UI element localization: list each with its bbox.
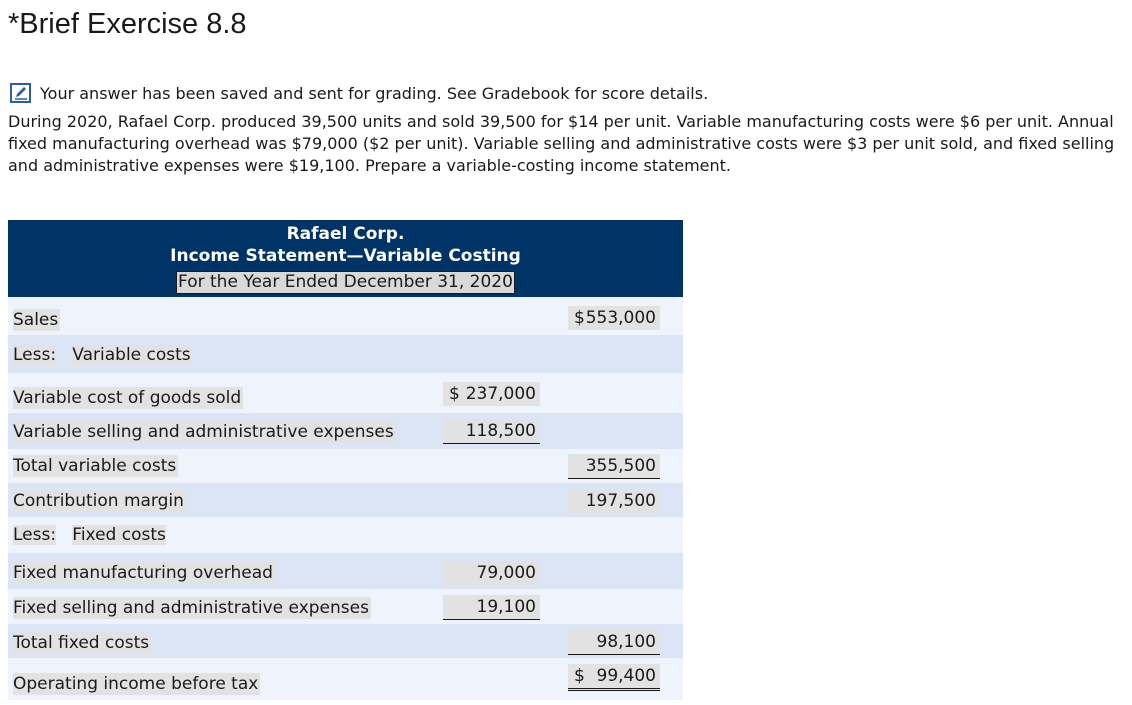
- row-label[interactable]: Operating income before tax: [13, 674, 259, 694]
- row-label[interactable]: Contribution margin: [13, 491, 184, 511]
- amount-value: 355,500: [585, 456, 656, 476]
- saved-notice-text: Your answer has been saved and sent for grading. See Gradebook for score details.: [40, 83, 709, 103]
- dollar-sign: $: [574, 308, 585, 328]
- dollar-sign: $: [449, 384, 460, 404]
- amount-value: 98,100: [596, 632, 656, 652]
- row-fixed-overhead: [8, 553, 683, 589]
- amount-field[interactable]: [443, 382, 540, 406]
- row-label[interactable]: Total fixed costs: [13, 633, 150, 653]
- row-label[interactable]: Total variable costs: [13, 456, 177, 476]
- dollar-sign: $: [574, 666, 585, 686]
- spacer: [61, 525, 66, 545]
- income-statement: [8, 220, 683, 694]
- row-total-fixed: [8, 624, 683, 658]
- amount-field[interactable]: [568, 630, 660, 655]
- row-operating-income: [8, 658, 683, 700]
- row-label-text[interactable]: Fixed costs: [72, 525, 166, 545]
- row-variable-selling: [8, 413, 683, 449]
- page-title: *Brief Exercise 8.8: [8, 8, 247, 40]
- problem-text: During 2020, Rafael Corp. produced 39,500 units and sold 39,500 for $14 per unit. Variable manufacturing costs were $6 per unit. Annual fixed manufacturing overhead was $79,000 ($2 per unit). Variable selling and administrative costs were $3 per unit sold, and fixed selling and administrative expenses were $19,100. Prepare a variable-costing income statement.: [8, 112, 1115, 175]
- amount-field[interactable]: [568, 306, 660, 330]
- amount-field[interactable]: [568, 664, 660, 691]
- row-less-variable: [8, 335, 683, 373]
- amount-value: 19,100: [476, 597, 536, 617]
- row-label[interactable]: Fixed selling and administrative expenses: [13, 598, 369, 618]
- row-label[interactable]: Variable selling and administrative expenses: [13, 422, 394, 442]
- amount-value: 553,000: [585, 308, 656, 328]
- less-prefix[interactable]: Less:: [13, 345, 57, 365]
- amount-field[interactable]: [443, 419, 540, 444]
- row-label: [13, 524, 168, 546]
- row-fixed-selling: [8, 589, 683, 624]
- row-variable-cogs: [8, 373, 683, 413]
- row-label: [13, 344, 193, 366]
- statement-title: Income Statement—Variable Costing: [170, 246, 521, 266]
- row-contribution-margin: [8, 483, 683, 517]
- spacer: [61, 345, 66, 365]
- row-label[interactable]: Fixed manufacturing overhead: [13, 563, 273, 583]
- company-name: Rafael Corp.: [286, 224, 405, 244]
- row-label[interactable]: Sales: [13, 310, 59, 330]
- amount-value: 118,500: [465, 421, 536, 441]
- amount-field[interactable]: [443, 595, 540, 620]
- statement-period[interactable]: For the Year Ended December 31, 2020: [178, 272, 513, 292]
- less-prefix[interactable]: Less:: [13, 525, 57, 545]
- amount-field[interactable]: [443, 561, 540, 585]
- row-sales: [8, 297, 683, 335]
- row-total-variable: [8, 449, 683, 483]
- amount-field[interactable]: [568, 489, 660, 513]
- row-label[interactable]: Variable cost of goods sold: [13, 388, 242, 408]
- amount-value: 79,000: [476, 563, 536, 583]
- row-label-text[interactable]: Variable costs: [72, 345, 191, 365]
- amount-value: 237,000: [465, 384, 536, 404]
- row-less-fixed: [8, 517, 683, 553]
- statement-header: [8, 220, 683, 297]
- edit-icon: [10, 83, 32, 103]
- amount-value: 99,400: [596, 666, 656, 686]
- saved-notice: [10, 83, 708, 103]
- amount-value: 197,500: [585, 491, 656, 511]
- amount-field[interactable]: [568, 454, 660, 479]
